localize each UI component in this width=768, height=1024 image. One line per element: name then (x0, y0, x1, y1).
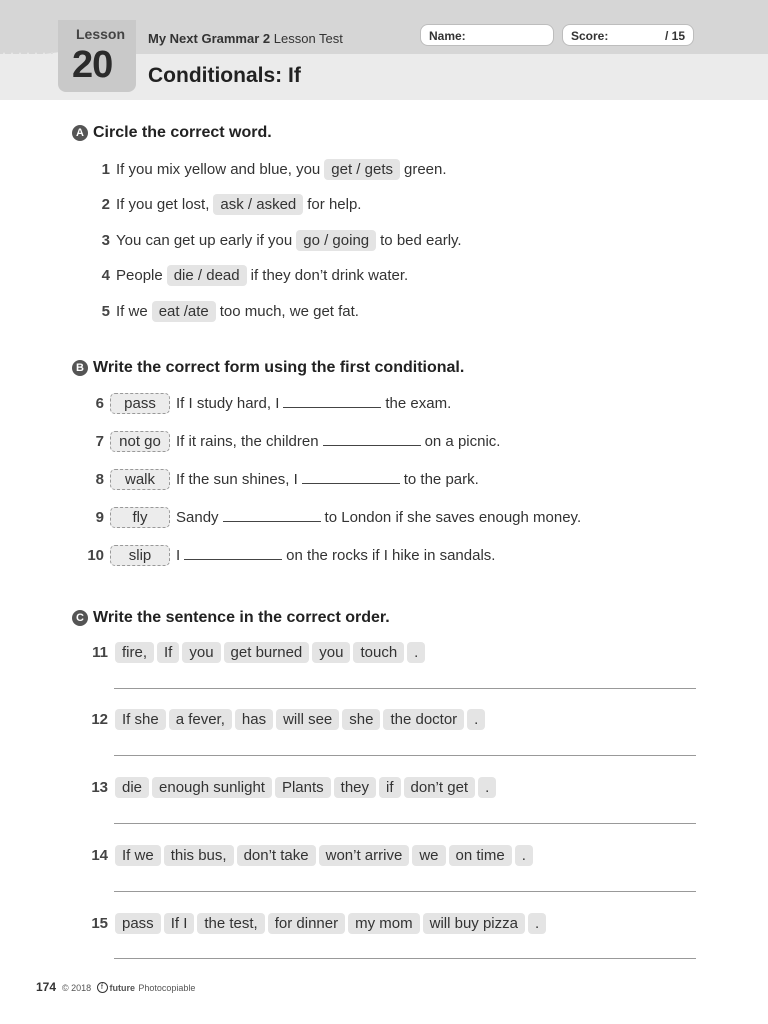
verb-hint: not go (110, 431, 170, 452)
question-3 (90, 230, 462, 251)
question-text: green. (404, 161, 447, 178)
brand-name: future (109, 983, 136, 993)
word-tile: won’t arrive (319, 845, 410, 866)
word-tile: If she (115, 709, 166, 730)
question-7 (84, 431, 500, 452)
question-text: If you mix yellow and blue, you (116, 161, 321, 178)
name-field[interactable] (420, 24, 554, 46)
question-text: I (176, 547, 181, 564)
word-tile: if (379, 777, 401, 798)
word-tile: the test, (197, 913, 264, 934)
answer-line[interactable] (114, 958, 696, 959)
word-tile: we (412, 845, 445, 866)
word-tile: she (342, 709, 380, 730)
word-tile: for dinner (268, 913, 345, 934)
answer-blank[interactable] (323, 433, 421, 446)
word-tile: . (467, 709, 485, 730)
question-number: 10 (87, 547, 104, 564)
word-choice[interactable]: die / dead (167, 265, 247, 286)
answer-line[interactable] (114, 688, 696, 689)
question-text: People (116, 267, 163, 284)
section-a-instruction: Circle the correct word. (93, 124, 272, 141)
question-8 (84, 469, 479, 490)
word-tile: you (312, 642, 350, 663)
score-label: Score: (571, 29, 609, 43)
question-number: 2 (101, 196, 110, 213)
question-number: 13 (91, 779, 108, 796)
question-4 (90, 265, 408, 286)
page-title: Conditionals: If (148, 64, 301, 87)
question-number: 15 (91, 915, 108, 932)
torn-edge-decoration (0, 50, 60, 60)
word-tile: get burned (224, 642, 310, 663)
word-choice[interactable]: get / gets (324, 159, 400, 180)
question-number: 11 (92, 644, 108, 661)
word-tile: this bus, (164, 845, 234, 866)
question-1 (90, 159, 447, 180)
section-c-badge: C (72, 610, 88, 626)
question-10 (84, 545, 495, 566)
section-a-title (72, 124, 272, 142)
copyright: © 2018 (62, 983, 92, 993)
question-text: to the park. (403, 471, 479, 488)
verb-hint: walk (110, 469, 170, 490)
word-tile: Plants (275, 777, 331, 798)
question-text: on a picnic. (424, 433, 501, 450)
question-5 (90, 301, 359, 322)
question-number: 9 (95, 509, 104, 526)
question-text: on the rocks if I hike in sandals. (286, 547, 496, 564)
word-choice[interactable]: ask / asked (213, 194, 303, 215)
word-tile: . (407, 642, 425, 663)
book-name: My Next Grammar 2 (148, 31, 271, 46)
question-text: If we (116, 303, 148, 320)
lesson-label: Lesson (76, 26, 126, 42)
question-number: 4 (101, 267, 110, 284)
section-c-instruction: Write the sentence in the correct order. (93, 609, 390, 626)
answer-blank[interactable] (302, 471, 400, 484)
word-tile: will buy pizza (423, 913, 525, 934)
question-text: If the sun shines, I (176, 471, 298, 488)
word-tile: die (115, 777, 149, 798)
question-number: 14 (91, 847, 108, 864)
word-tile: If we (115, 845, 161, 866)
word-tile: . (478, 777, 496, 798)
book-title (148, 31, 343, 46)
question-text: the exam. (385, 395, 452, 412)
question-11 (86, 642, 428, 663)
word-tile: If I (164, 913, 195, 934)
word-tile: on time (449, 845, 512, 866)
question-15 (86, 913, 549, 934)
section-b-title (72, 359, 464, 377)
question-text: to bed early. (380, 232, 462, 249)
brand-logo-icon: f (97, 982, 108, 993)
lesson-number: 20 (72, 44, 113, 86)
test-name: Lesson Test (273, 31, 343, 46)
question-number: 7 (95, 433, 104, 450)
word-tile: a fever, (169, 709, 232, 730)
section-c-title (72, 609, 390, 627)
name-label: Name: (429, 29, 466, 43)
word-tile: will see (276, 709, 339, 730)
word-tile: fire, (115, 642, 154, 663)
question-text: too much, we get fat. (219, 303, 359, 320)
word-tile: don’t get (404, 777, 476, 798)
question-number: 8 (95, 471, 104, 488)
word-tile: has (235, 709, 273, 730)
answer-line[interactable] (114, 755, 696, 756)
question-9 (84, 507, 581, 528)
word-tile: my mom (348, 913, 420, 934)
question-text: if they don’t drink water. (250, 267, 409, 284)
question-number: 1 (101, 161, 110, 178)
question-number: 5 (101, 303, 110, 320)
word-tile: don’t take (237, 845, 316, 866)
question-2 (90, 194, 361, 215)
question-text: for help. (307, 196, 362, 213)
word-choice[interactable]: go / going (296, 230, 376, 251)
answer-line[interactable] (114, 823, 696, 824)
question-text: Sandy (176, 509, 219, 526)
section-b-instruction: Write the correct form using the first conditional. (93, 359, 465, 376)
question-text: You can get up early if you (116, 232, 293, 249)
verb-hint: fly (110, 507, 170, 528)
question-13 (86, 777, 499, 798)
question-text: If it rains, the children (176, 433, 319, 450)
word-tile: . (515, 845, 533, 866)
score-field[interactable] (562, 24, 694, 46)
question-6 (84, 393, 451, 414)
word-tile: enough sunlight (152, 777, 272, 798)
question-text: If I study hard, I (176, 395, 280, 412)
question-number: 3 (101, 232, 110, 249)
answer-blank[interactable] (184, 547, 282, 560)
question-text: to London if she saves enough money. (324, 509, 582, 526)
question-number: 6 (95, 395, 104, 412)
word-tile: pass (115, 913, 161, 934)
word-tile: . (528, 913, 546, 934)
answer-blank[interactable] (283, 395, 381, 408)
answer-blank[interactable] (223, 509, 321, 522)
header-band (0, 0, 768, 100)
question-12 (86, 709, 488, 730)
word-choice[interactable]: eat /ate (152, 301, 216, 322)
word-tile: If (157, 642, 179, 663)
verb-hint: pass (110, 393, 170, 414)
word-tile: touch (353, 642, 404, 663)
section-a-badge: A (72, 125, 88, 141)
question-text: If you get lost, (116, 196, 210, 213)
photocopiable-note: Photocopiable (138, 983, 196, 993)
page-footer (36, 980, 195, 994)
score-total: / 15 (664, 29, 685, 43)
word-tile: they (334, 777, 376, 798)
question-number: 12 (91, 711, 108, 728)
word-tile: the doctor (383, 709, 464, 730)
section-b-badge: B (72, 360, 88, 376)
word-tile: you (182, 642, 220, 663)
verb-hint: slip (110, 545, 170, 566)
question-14 (86, 845, 536, 866)
answer-line[interactable] (114, 891, 696, 892)
page-number: 174 (36, 980, 57, 994)
